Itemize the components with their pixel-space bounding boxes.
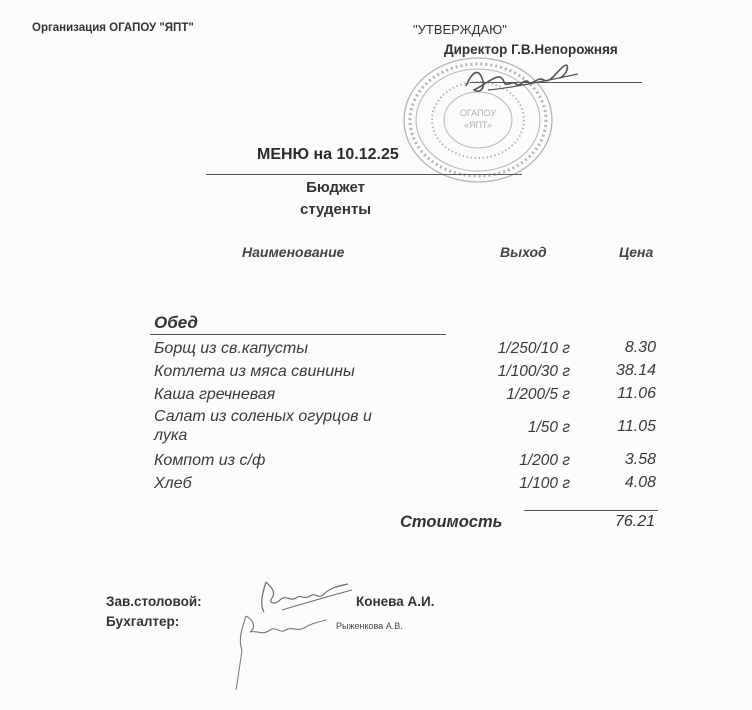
menu-item-yield: 1/100/30 г <box>497 363 570 380</box>
budget-line-2: студенты <box>300 201 372 218</box>
director-line: Директор Г.В.Непорожняя <box>444 42 618 57</box>
column-header-price: Цена <box>619 244 654 260</box>
column-header-name: Наименование <box>242 244 345 260</box>
accountant-signature <box>228 606 338 696</box>
menu-item-name-line-1: Салат из соленых огурцов и <box>154 408 372 425</box>
menu-item-price: 38.14 <box>615 362 656 379</box>
menu-item-name-line-2: лука <box>154 427 188 444</box>
menu-item-name: Каша гречневая <box>154 386 276 403</box>
menu-item-yield: 1/200/5 г <box>506 386 570 403</box>
title-underline <box>206 174 522 175</box>
stamp-text-2: «ЯПТ» <box>463 120 493 130</box>
budget-block <box>300 177 371 221</box>
menu-item-yield: 1/250/10 г <box>497 340 570 357</box>
approval-heading: "УТВЕРЖДАЮ" <box>413 22 507 37</box>
menu-item-yield: 1/50 г <box>527 419 570 436</box>
organization-line: Организация ОГАПОУ "ЯПТ" <box>32 22 194 34</box>
section-underline <box>150 334 446 335</box>
menu-item-name: Хлеб <box>154 475 192 492</box>
director-signature <box>460 52 590 102</box>
section-heading: Обед <box>154 313 198 332</box>
menu-item-price: 8.30 <box>624 339 656 356</box>
menu-item-price: 4.08 <box>624 474 656 491</box>
menu-item-name: Компот из с/ф <box>154 452 266 469</box>
total-label: Стоимость <box>400 513 503 531</box>
menu-item-price: 11.05 <box>617 418 656 435</box>
accountant-name: Рыженкова А.В. <box>336 621 403 631</box>
column-header-yield: Выход <box>500 244 547 260</box>
total-value: 76.21 <box>614 513 655 530</box>
menu-item-price: 11.06 <box>617 385 656 402</box>
budget-line-1: Бюджет <box>306 179 365 196</box>
menu-item-yield: 1/100 г <box>519 475 570 492</box>
total-rule <box>524 510 658 511</box>
menu-item-yield: 1/200 г <box>519 452 570 469</box>
menu-item-name: Борщ из св.капусты <box>154 340 309 357</box>
menu-item-price: 3.58 <box>624 451 656 468</box>
menu-title: МЕНЮ на 10.12.25 <box>257 146 399 163</box>
canteen-head-label: Зав.столовой: <box>106 594 202 609</box>
canteen-head-name: Конева А.И. <box>356 594 435 609</box>
stamp-text-1: ОГАПОУ <box>459 108 497 118</box>
accountant-label: Бухгалтер: <box>106 614 180 629</box>
menu-item-name: Котлета из мяса свинины <box>154 363 355 380</box>
